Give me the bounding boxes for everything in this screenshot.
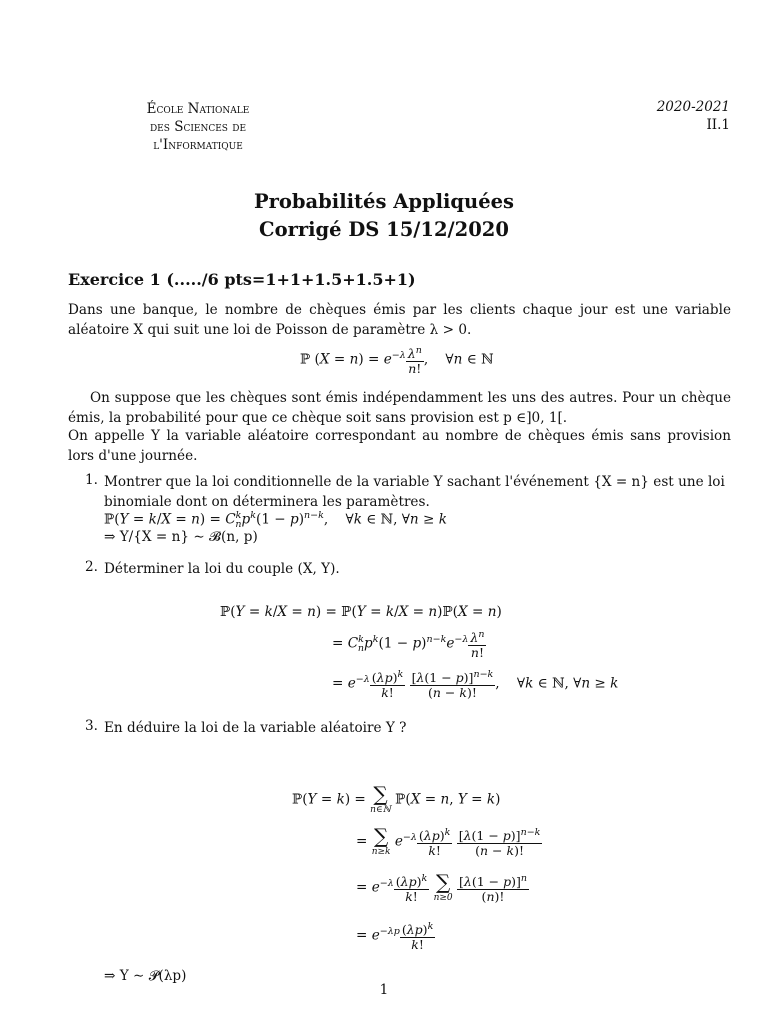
q3-equation-line4: = $e^{-\lambda p}$ $\frac{(\lambda p)^k}{k!}$ [356,921,434,953]
q2-equation-line1: ℙ(Y = k/X = n) = ℙ(Y = k/X = n)ℙ(X = n) [220,604,502,620]
question-1-number: 1. [85,472,98,488]
q3-equation-line2: = ∑ n≥k $e^{-\lambda}$ $\frac{(\lambda p)^k}{k!}$ $\frac{[\lambda(1 - p)]^{n-k}}{(n - k)!}$ [356,824,541,859]
school-name-line3: l'Informatique [153,137,243,153]
intro-paragraph-2: On suppose que les chèques sont émis indépendamment les uns des autres. Pour un chèque émis, la probabilité pour que ce chèque soit sans provision est p ∈]0, 1[. [68,390,731,426]
question-1-answer-formula: ℙ(Y = $k/X = n) = C^k_np^k(1 - p)^{n-k}$, ∀k ∈ ℕ, ∀n ≥ k [104,510,447,531]
title-line1: Probabilités Appliquées [253,190,515,213]
question-1-answer-conclusion: ⇒ Y/{X = n} ∼ 𝓑(n, p) [104,529,258,545]
academic-year: 2020-2021 [656,99,730,115]
q3-equation-line3: = $e^{-\lambda}$ $\frac{(\lambda p)^k}{k!}$ ∑ n≥0 $\frac{[\lambda(1 - p)]^n}{(n)!}$ [356,870,527,905]
poisson-formula: ℙ $(X = n) = e^{-\lambda}$ $\frac{\lambda^n}{n!}$ , ∀n ∈ ℕ [300,345,494,377]
question-2-number: 2. [85,559,98,575]
question-3-text: En déduire la loi de la variable aléatoire Y ? [104,720,407,736]
exercise-title: Exercice 1 (...../6 pts=1+1+1.5+1.5+1) [68,270,416,289]
question-1-line-b: binomiale dont on déterminera les paramètres. [104,494,430,510]
page-number: 1 [379,982,389,998]
page-title [0,188,768,244]
question-3-number: 3. [85,718,98,734]
intro-paragraph-1: Dans une banque, le nombre de chèques émis par les clients chaque jour est une variable aléatoire X qui suit une loi de Poisson de paramètre λ > 0. [68,302,731,338]
q3-conclusion: ⇒ Y ∼ 𝓟(λp) [104,968,187,984]
school-name-line2: des Sciences de [149,119,247,135]
course-code: II.1 [706,117,730,133]
question-1-text [104,472,731,512]
question-1-line-a: Montrer que la loi conditionnelle de la variable Y sachant l'événement {X = n} est une loi [104,474,725,490]
intro-paragraph-3: On appelle Y la variable aléatoire correspondant au nombre de chèques émis sans provision lors d'une journée. [68,428,731,464]
title-line2: Corrigé DS 15/12/2020 [259,218,509,241]
header-right [657,98,730,134]
school-name [118,100,278,154]
q2-equation-line3: = $e^{-\lambda}$ $\frac{(\lambda p)^k}{k!}$ $\frac{[\lambda(1 - p)]^{n-k}}{(n - k)!}$ , ∀k ∈ ℕ, ∀n ≥ k [332,669,619,701]
q2-equation-line2: = $C^k_np^k(1 - p)^{n-k}e^{-\lambda}$ $\frac{\lambda^n}{n!}$ [332,629,485,661]
school-name-line1: École Nationale [146,101,250,117]
question-2-text: Déterminer la loi du couple (X, Y). [104,561,340,577]
q3-equation-line1: ℙ(Y = k) = ∑ n∈ℕ ℙ(X = n, Y = k) [292,782,501,815]
